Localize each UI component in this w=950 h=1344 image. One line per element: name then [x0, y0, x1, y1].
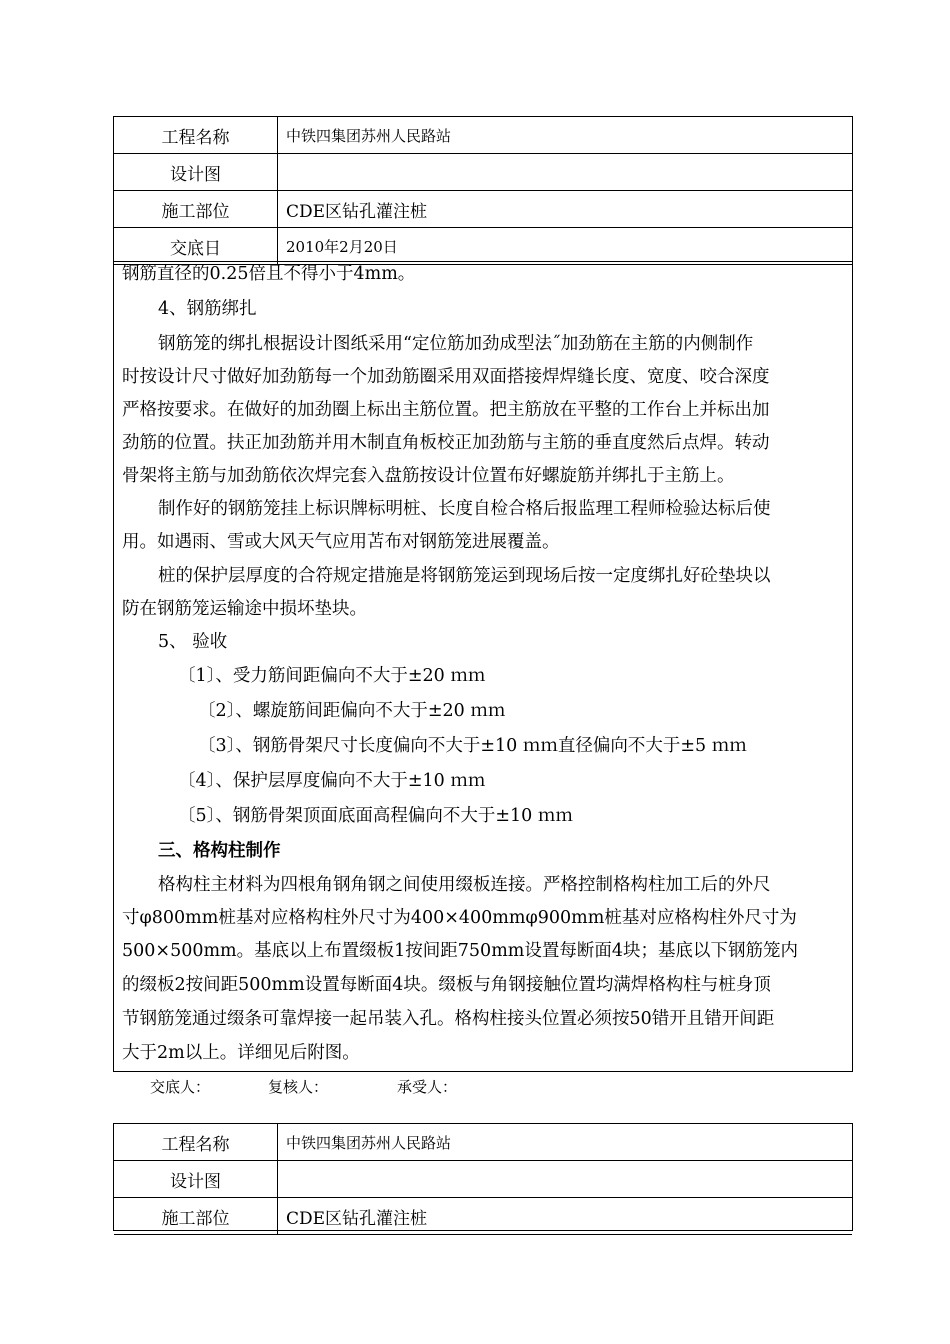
- list-item: 〔5〕、钢筋骨架顶面底面高程偏向不大于±10 ｍｍ: [178, 806, 573, 826]
- project-name-label: 工程名称: [114, 1124, 278, 1161]
- handover-date-label: 交底日: [114, 228, 278, 265]
- paragraph-line: 劲筋的位置。扶正加劲筋并用木制直角板校正加劲筋与主筋的垂直度然后点焊。转动: [122, 433, 770, 453]
- project-name-value: 中铁四集团苏州人民路站: [278, 117, 853, 154]
- receiver-label: 承受人：: [397, 1078, 458, 1096]
- header-table-1: [113, 116, 853, 262]
- section-heading: 5、 验收: [158, 632, 228, 652]
- table-row: [114, 117, 852, 154]
- paragraph-line: 防在钢筋笼运输途中损坏垫块。: [122, 599, 367, 619]
- table-row: [114, 154, 852, 191]
- paragraph-line: 严格按要求。在做好的加劲圈上标出主筋位置。把主筋放在平整的工作台上并标出加: [122, 400, 770, 420]
- project-name-value: 中铁四集团苏州人民路站: [278, 1124, 853, 1161]
- paragraph-line: 节钢筋笼通过缀条可靠焊接一起吊装入孔。格构柱接头位置必须按50错开且错开间距: [122, 1009, 775, 1029]
- table-row: [114, 1124, 852, 1161]
- design-drawing-value: [278, 154, 853, 191]
- table-row: [114, 1198, 852, 1235]
- paragraph-line: 的缀板2按间距500mm设置每断面4块。缀板与角钢接触位置均满焊格构柱与桩身顶: [122, 975, 771, 995]
- paragraph-line: 桩的保护层厚度的合符规定措施是将钢筋笼运到现场后按一定度绑扎好砼垫块以: [158, 566, 771, 586]
- paragraph-line: 骨架将主筋与加劲筋依次焊完套入盘筋按设计位置布好螺旋筋并绑扎于主筋上。: [122, 466, 735, 486]
- reviewer-label: 复核人：: [268, 1078, 329, 1096]
- construction-part-value: CDE区钻孔灌注桩: [278, 1198, 853, 1235]
- construction-part-value: CDE区钻孔灌注桩: [278, 191, 853, 228]
- design-drawing-label: 设计图: [114, 154, 278, 191]
- design-drawing-label: 设计图: [114, 1161, 278, 1198]
- table-row: [114, 1161, 852, 1198]
- list-item: 〔4〕、保护层厚度偏向不大于±10 ｍｍ: [178, 771, 486, 791]
- section-heading: 4、钢筋绑扎: [158, 299, 257, 319]
- paragraph-line: 制作好的钢筋笼挂上标识牌标明桩、长度自检合格后报监理工程师检验达标后使: [158, 499, 771, 519]
- list-item: 〔2〕、螺旋筋间距偏向不大于±20 ｍｍ: [198, 701, 506, 721]
- paragraph-line: 寸φ800mm桩基对应格构柱外尺寸为400×400mmφ900mm桩基对应格构柱外尺寸为: [122, 908, 797, 928]
- paragraph-line: 时按设计尺寸做好加劲筋每一个加劲筋圈采用双面搭接焊焊缝长度、宽度、咬合深度: [122, 367, 770, 387]
- handover-date-value: 2010年2月20日: [278, 228, 853, 265]
- paragraph-line: 用。如遇雨、雪或大风天气应用苫布对钢筋笼进展覆盖。: [122, 532, 560, 552]
- construction-part-label: 施工部位: [114, 1198, 278, 1235]
- paragraph-line: 钢筋直径的0.25倍且不得小于4mm。: [122, 264, 416, 284]
- header-table-2: [113, 1123, 853, 1231]
- list-item: 〔3〕、钢筋骨架尺寸长度偏向不大于±10 ｍｍ直径偏向不大于±5 ｍｍ: [198, 736, 747, 756]
- table-row: [114, 228, 852, 265]
- construction-part-label: 施工部位: [114, 191, 278, 228]
- section-title: 三、格构柱制作: [158, 841, 281, 861]
- handover-person-label: 交底人：: [150, 1078, 211, 1096]
- table-row: [114, 191, 852, 228]
- project-name-label: 工程名称: [114, 117, 278, 154]
- paragraph-line: 大于2m以上。详细见后附图。: [122, 1043, 360, 1063]
- paragraph-line: 500×500mm。基底以上布置缀板1按间距750mm设置每断面4块；基底以下钢筋笼内: [122, 941, 799, 961]
- list-item: 〔1〕、受力筋间距偏向不大于±20 ｍｍ: [178, 666, 486, 686]
- paragraph-line: 格构柱主材料为四根角钢角钢之间使用缀板连接。严格控制格构柱加工后的外尺: [158, 875, 771, 895]
- paragraph-line: 钢筋笼的绑扎根据设计图纸采用“定位筋加劲成型法˝加劲筋在主筋的内侧制作: [158, 334, 754, 354]
- design-drawing-value: [278, 1161, 853, 1198]
